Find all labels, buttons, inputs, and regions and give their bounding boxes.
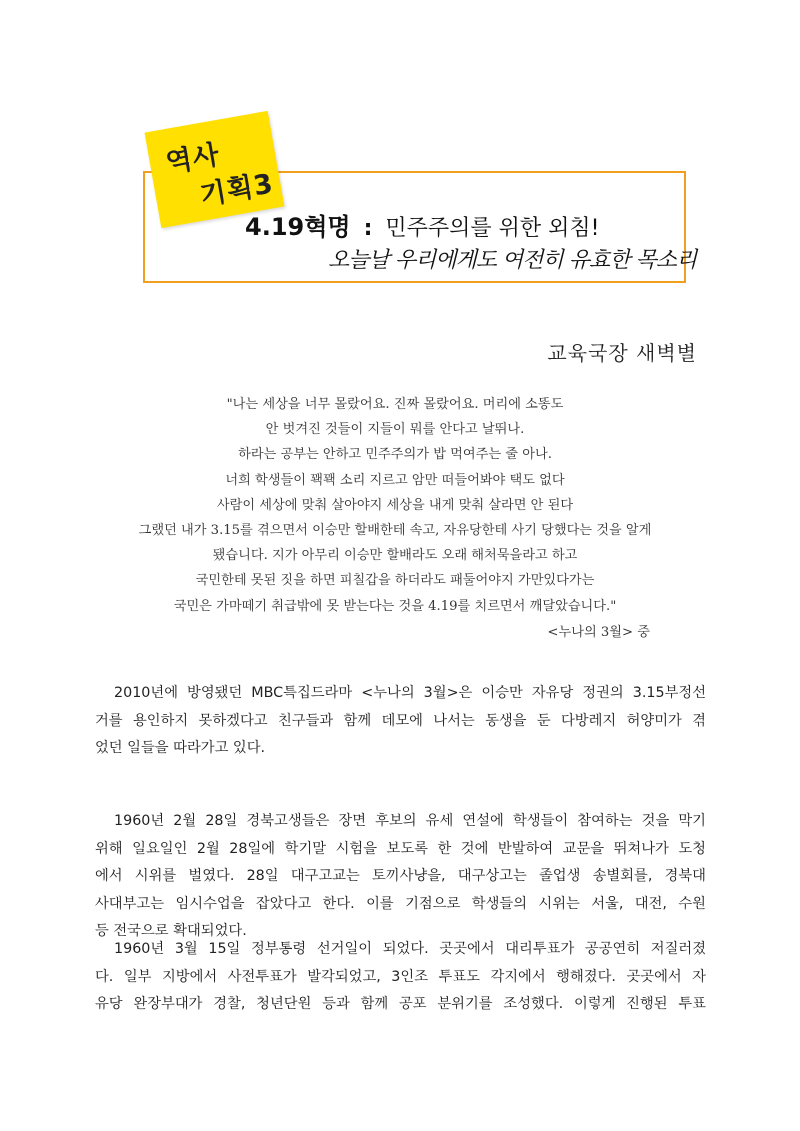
quote-line: 국민한테 못된 짓을 하면 피칠갑을 하더라도 패둘어야지 가만있다가는 <box>195 573 595 589</box>
body-paragraph-3 <box>95 936 706 1019</box>
paragraph-line: 다. 일부 지방에서 사전투표가 발각되었고, 3인조 투표도 각지에서 행해졌다. 곳곳에서 자 <box>95 968 706 985</box>
quote-block <box>95 392 695 619</box>
body-paragraph-1 <box>95 680 706 763</box>
paragraph-line: 었던 일들을 따라가고 있다. <box>95 740 266 756</box>
quote-line: "나는 세상을 너무 몰랐어요. 진짜 몰랐어요. 머리에 소똥도 <box>226 397 564 412</box>
page-subtitle: 오늘날 우리에게도 여전히 유효한 목소리 <box>328 248 697 273</box>
paragraph-line: 2010년에 방영됐던 MBC특집드라마 <누나의 3월>은 이승만 자유당 정권의 3.15부정선 <box>114 685 706 701</box>
tag-line-2: 기획3 <box>197 168 276 212</box>
paragraph-line: 거를 용인하지 못하겠다고 친구들과 함께 데모에 나서는 동생을 둔 다방레지 허양미가 겪 <box>95 712 706 729</box>
author-byline: 교육국장 새벽별 <box>547 341 697 365</box>
paragraph-line: 사대부고는 임시수업을 잡았다고 한다. 이를 기점으로 학생들의 시위는 서울, 대전, 수원 <box>95 895 706 912</box>
quote-source: <누나의 3월> 중 <box>547 625 650 640</box>
paragraph-line: 1960년 2월 28일 경북고생들은 장면 후보의 유세 연설에 학생들이 참여하는 것을 막기 <box>114 813 706 829</box>
quote-line: 그랬던 내가 3.15를 겪으면서 이승만 할배한테 속고, 자유당한테 사기 당했다는 것을 알게 <box>138 523 652 539</box>
title-main: 민주주의를 위한 외침! <box>385 216 600 241</box>
paragraph-line: 등 전국으로 확대되었다. <box>95 923 247 939</box>
title-number: 4.19혁명 <box>245 213 351 241</box>
paragraph-line: 유당 완장부대가 경찰, 청년단원 등과 함께 공포 분위기를 조성했다. 이렇게 진행된 투표 <box>95 996 706 1012</box>
quote-line: 사람이 세상에 맞춰 살아야지 세상을 내게 맞춰 살라면 안 된다 <box>216 497 574 513</box>
quote-line: 안 벗겨진 것들이 지들이 뭐를 안다고 날뛰나. <box>265 422 525 438</box>
paragraph-line: 1960년 3월 15일 정부통령 선거일이 되었다. 곳곳에서 대리투표가 공공연히 저질러졌 <box>114 941 706 957</box>
paragraph-line: 위해 일요일인 2월 28일에 학기말 시험을 보도록 한 것에 반발하여 교문을 뛰쳐나가 도청 <box>95 840 706 857</box>
title-separator: : <box>363 216 373 241</box>
quote-line: 국민은 가마떼기 취급밖에 못 받는다는 것을 4.19를 치르면서 깨달았습니다." <box>173 598 617 614</box>
quote-line: 됐습니다. 지가 아무리 이승만 할배라도 오래 해처묵을라고 하고 <box>212 548 578 564</box>
quote-line: 너희 학생들이 꽥꽥 소리 지르고 암만 떠들어봐야 택도 없다 <box>225 472 565 488</box>
quote-line: 하라는 공부는 안하고 민주주의가 밥 먹여주는 줄 아나. <box>238 447 552 463</box>
body-paragraph-2 <box>95 808 706 946</box>
tag-line-1: 역사 <box>163 139 223 180</box>
page-title <box>245 207 599 242</box>
paragraph-line: 에서 시위를 벌였다. 28일 대구고교는 토끼사냥을, 대구상고는 졸업생 송별회를, 경북대 <box>95 868 706 884</box>
